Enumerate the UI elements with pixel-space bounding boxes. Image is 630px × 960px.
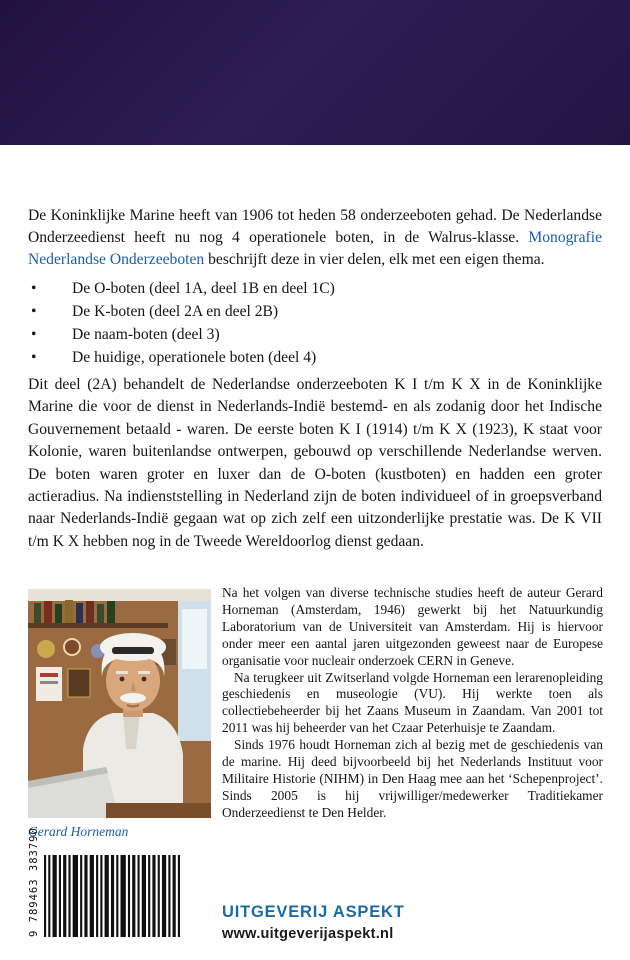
intro-paragraph: [28, 205, 602, 271]
publisher-name: UITGEVERIJ ASPEKT: [222, 903, 405, 921]
author-photo: [28, 589, 211, 818]
isbn-number: 9 789463 383790: [28, 827, 40, 937]
series-part-item: • De naam-boten (deel 3): [28, 323, 602, 346]
series-parts-list: [28, 277, 602, 369]
series-title: Monografie Nederlandse Onderzeeboten: [28, 229, 602, 268]
series-part-item: • De O-boten (deel 1A, deel 1B en deel 1C): [28, 277, 602, 300]
description-paragraph: Dit deel (2A) behandelt de Nederlandse onderzeeboten K I t/m K X in de Koninklijke Marine die voor de dienst in Nederlands-Indië bestemd- en als zodanig door het Indische Gouvernement betaald - waren. De eerste boten K I (1914) t/m K X (1923), K staat voor Kolonie, waren buitenlandse ontwerpen, gebouwd op verschillende Nederlandse werven. De boten waren groter en luxer dan de O-boten (kustboten) en hadden een groter actieradius. Na indienststelling in Nederland zijn de boten individueel of in groepsverband naar Nederlands-Indië gegaan wat op zich zelf een uitzonderlijke prestatie was. De K VII t/m K X hebben nog in de Tweede Wereldoorlog dienst gedaan.: [28, 376, 602, 550]
intro-text-after: beschrijft deze in vier delen, elk met een eigen thema.: [204, 251, 545, 268]
author-bio: [222, 585, 603, 822]
bio-paragraph: Sinds 1976 houdt Horneman zich al bezig met de geschiedenis van de marine. Hij deed bijvoorbeeld bij het Nederlands Instituut voor Militaire Historie (NIHM) in Den Haag mee aan het ‘Schepenproject’. Sinds 2005 is hij vrijwilliger/medewerker Traditiekamer Onderzeedienst te Den Helder.: [222, 737, 603, 820]
bio-paragraph: Na het volgen van diverse technische studies heeft de auteur Gerard Horneman (Amsterdam, 1946) gewerkt bij het Natuurkundig Laboratorium van de Universiteit van Amsterdam. Hij is hiervoor onder meer een aantal jaren uitgezonden geweest naar de Europese organisatie voor nucleair onderzoek CERN in Geneve.: [222, 585, 603, 668]
publisher-website: www.uitgeverijaspekt.nl: [222, 926, 394, 942]
barcode-bars: [44, 855, 180, 937]
bio-paragraph: Na terugkeer uit Zwitserland volgde Horneman een lerarenopleiding geschiedenis en museologie (VU). Hij werkte toen als collectiebeheerder bij het Zaans Museum in Zaandam. Van 2001 tot 2011 was hij beheerder van het Czaar Peterhuisje te Zaandam.: [222, 669, 603, 736]
series-part-item: • De huidige, operationele boten (deel 4): [28, 346, 602, 369]
author-photo-caption: Gerard Horneman: [28, 824, 129, 839]
top-color-band: [0, 0, 630, 145]
window-light: [178, 601, 211, 741]
intro-text-before: De Koninklijke Marine heeft van 1906 tot heden 58 onderzeeboten gehad. De Nederlandse Onderzeedienst heeft nu nog 4 operationele boten, in de Walrus-klasse.: [28, 207, 602, 246]
author-photo-illustration: [28, 589, 211, 818]
series-part-item: • De K-boten (deel 2A en deel 2B): [28, 300, 602, 323]
